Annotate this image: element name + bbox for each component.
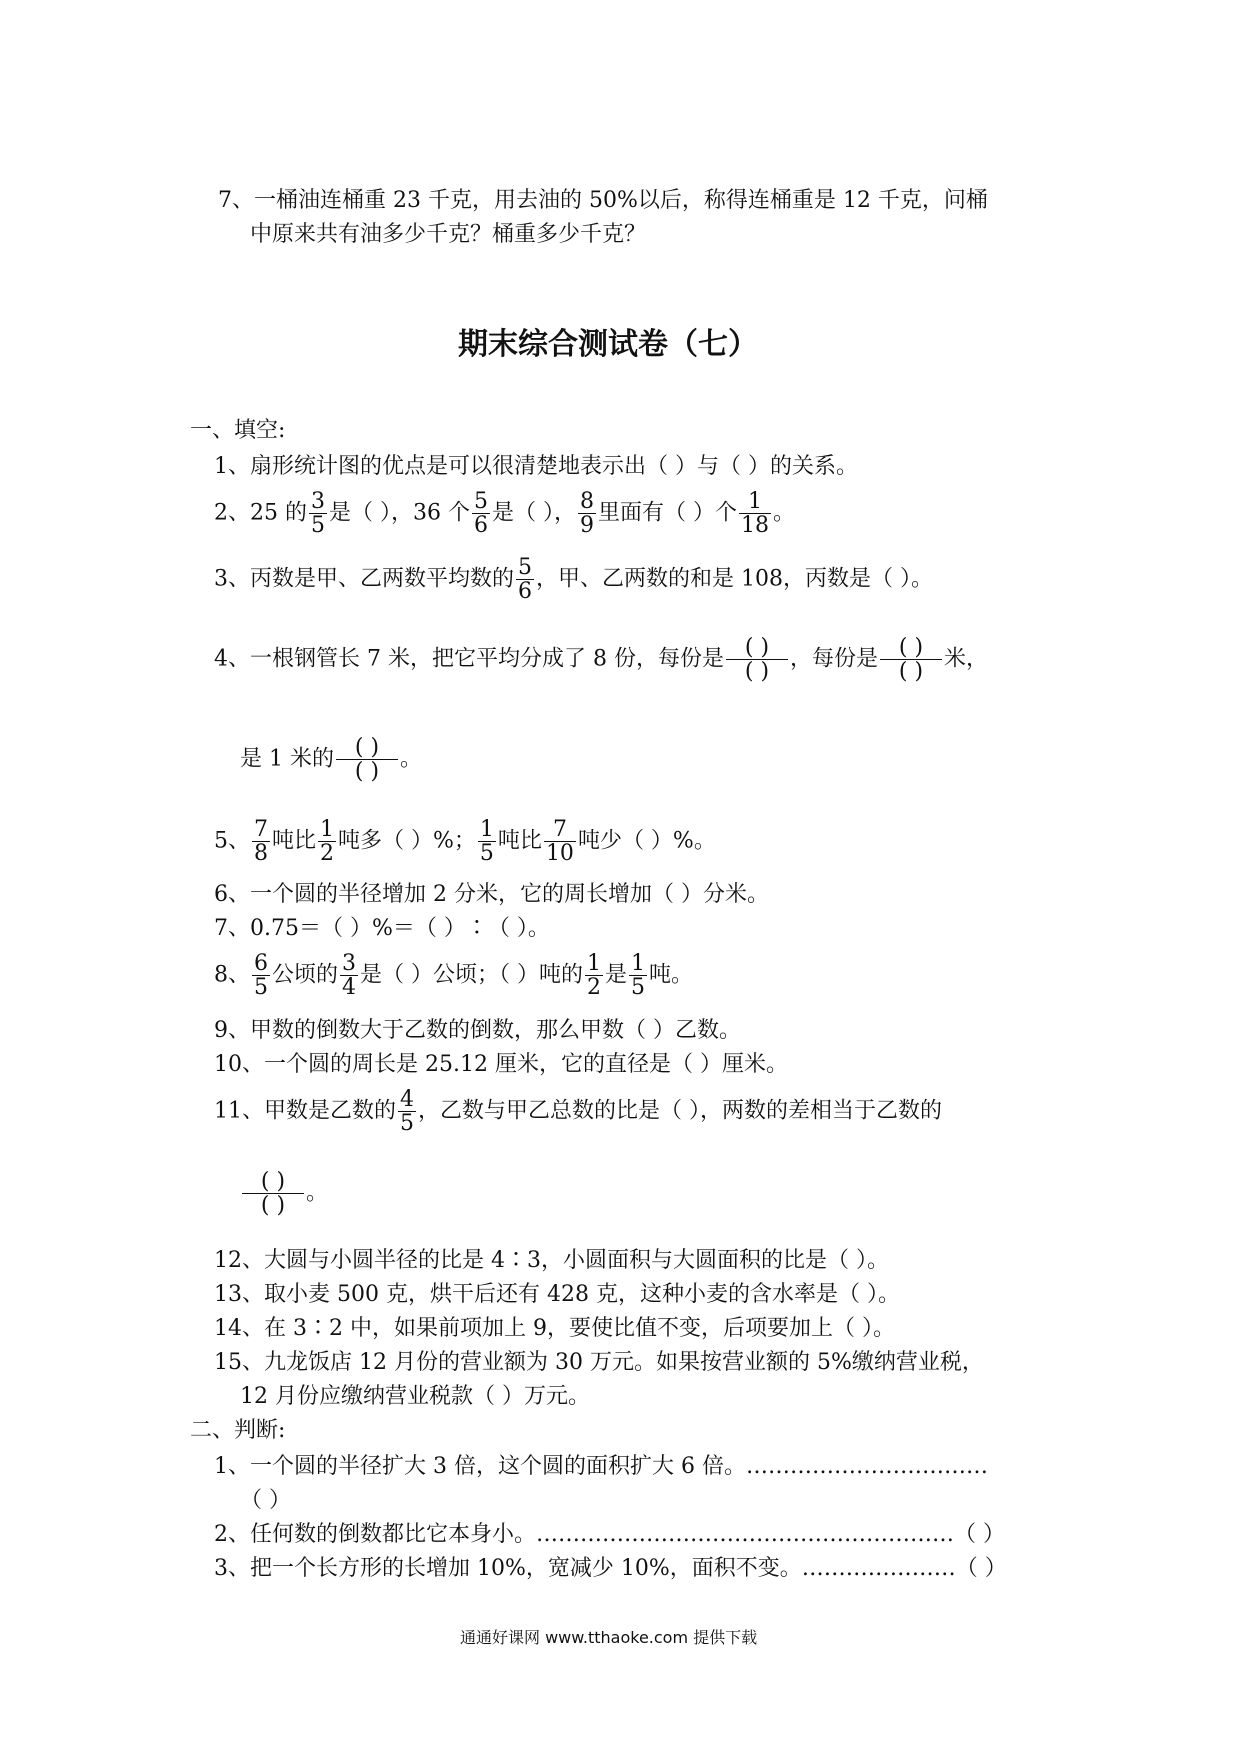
prev-question-7-line1: 7、一桶油连桶重 23 千克，用去油的 50%以后，称得连桶重是 12 千克，问桶 bbox=[218, 188, 988, 213]
question-15-line1: 15、九龙饭店 12 月份的营业额为 30 万元。如果按营业额的 5%缴纳营业税， bbox=[214, 1350, 984, 1375]
question-11-line1: 11、甲数是乙数的 $\frac{4}{5}$ ，乙数与甲乙总数的比是（ ），两数的差相当于乙数的 bbox=[214, 1087, 942, 1137]
section1-heading: 一、填空: bbox=[190, 418, 286, 443]
fraction: $\frac{1}{2}$ bbox=[320, 817, 335, 867]
question-4-line2: 是 1 米的 $\frac{( )}{( )}$ 。 bbox=[240, 735, 422, 785]
blank-fraction: $\frac{( )}{( )}$ bbox=[242, 1170, 304, 1217]
question-4-line1: 4、一根钢管长 7 米，把它平均分成了 8 份，每份是 $\frac{( )}{( )}$ ，每份是 $\frac{( )}{( )}$ 米， bbox=[214, 635, 988, 685]
judge-3: 3、把一个长方形的长增加 10%，宽减少 10%，面积不变。…………………（ ） bbox=[214, 1556, 1007, 1581]
fraction: $\frac{1}{18}$ bbox=[740, 489, 769, 539]
fraction: $\frac{4}{5}$ bbox=[400, 1087, 414, 1137]
fraction: $\frac{1}{2}$ bbox=[587, 951, 602, 1001]
question-12: 12、大圆与小圆半径的比是 4∶3，小圆面积与大圆面积的比是（ ）。 bbox=[214, 1248, 889, 1273]
page-title: 期末综合测试卷（七） bbox=[458, 327, 758, 362]
question-13: 13、取小麦 500 克，烘干后还有 428 克，这种小麦的含水率是（ ）。 bbox=[214, 1282, 900, 1307]
judge-1-line1: 1、一个圆的半径扩大 3 倍，这个圆的面积扩大 6 倍。…………………………… bbox=[214, 1454, 988, 1479]
fraction: $\frac{3}{4}$ bbox=[342, 951, 357, 1001]
question-9: 9、甲数的倒数大于乙数的倒数，那么甲数（ ）乙数。 bbox=[214, 1018, 741, 1043]
fraction: $\frac{1}{5}$ bbox=[479, 817, 494, 867]
question-10: 10、一个圆的周长是 25.12 厘米，它的直径是（ ）厘米。 bbox=[214, 1052, 788, 1077]
fraction: $\frac{1}{5}$ bbox=[631, 951, 646, 1001]
section2-heading: 二、判断: bbox=[190, 1418, 286, 1443]
fraction: $\frac{7}{8}$ bbox=[254, 817, 268, 867]
question-8: 8、 $\frac{6}{5}$ 公顷的 $\frac{3}{4}$ 是（ ）公顷；（ ）吨的 $\frac{1}{2}$ 是 $\frac{1}{5}$ 吨。 bbox=[214, 951, 694, 1001]
question-11-line2: $\frac{( )}{( )}$ 。 bbox=[240, 1170, 328, 1217]
judge-1-line2: （ ） bbox=[240, 1488, 291, 1513]
question-14: 14、在 3∶2 中，如果前项加上 9，要使比值不变，后项要加上（ ）。 bbox=[214, 1316, 895, 1341]
question-2: 2、25 的 $\frac{3}{5}$ 是（ ），36 个 $\frac{5}{6}$ 是（ ）， $\frac{8}{9}$ 里面有（ ）个 $\frac{1}{18}$ 。 bbox=[214, 489, 795, 539]
blank-fraction: $\frac{( )}{( )}$ bbox=[880, 636, 942, 683]
blank-fraction: $\frac{( )}{( )}$ bbox=[336, 736, 398, 783]
question-15-line2: 12 月份应缴纳营业税款（ ）万元。 bbox=[240, 1384, 590, 1409]
question-6: 6、一个圆的半径增加 2 分米，它的周长增加（ ）分米。 bbox=[214, 882, 769, 907]
fraction: $\frac{5}{6}$ bbox=[518, 555, 532, 605]
question-1: 1、扇形统计图的优点是可以很清楚地表示出（ ）与（ ）的关系。 bbox=[214, 454, 858, 479]
judge-2: 2、任何数的倒数都比它本身小。…………………………………………………（ ） bbox=[214, 1522, 1005, 1547]
fraction: $\frac{5}{6}$ bbox=[473, 489, 488, 539]
question-7: 7、0.75＝（ ）%＝（ ）∶（ ）。 bbox=[214, 916, 550, 941]
fraction: $\frac{7}{10}$ bbox=[545, 817, 574, 867]
fraction: $\frac{6}{5}$ bbox=[254, 951, 268, 1001]
prev-question-7-line2: 中原来共有油多少千克？桶重多少千克？ bbox=[250, 222, 647, 247]
fraction: $\frac{3}{5}$ bbox=[311, 489, 325, 539]
blank-fraction: $\frac{( )}{( )}$ bbox=[726, 636, 788, 683]
fraction: $\frac{8}{9}$ bbox=[579, 489, 594, 539]
question-3: 3、丙数是甲、乙两数平均数的 $\frac{5}{6}$ ，甲、乙两数的和是 108，丙数是（ ）。 bbox=[214, 555, 933, 605]
question-5: 5、 $\frac{7}{8}$ 吨比 $\frac{1}{2}$ 吨多（ ）%； $\frac{1}{5}$ 吨比 $\frac{7}{10}$ 吨少（ ）%。 bbox=[214, 817, 716, 867]
footer-source: 通通好课网 www.tthaoke.com 提供下载 bbox=[460, 1628, 758, 1647]
